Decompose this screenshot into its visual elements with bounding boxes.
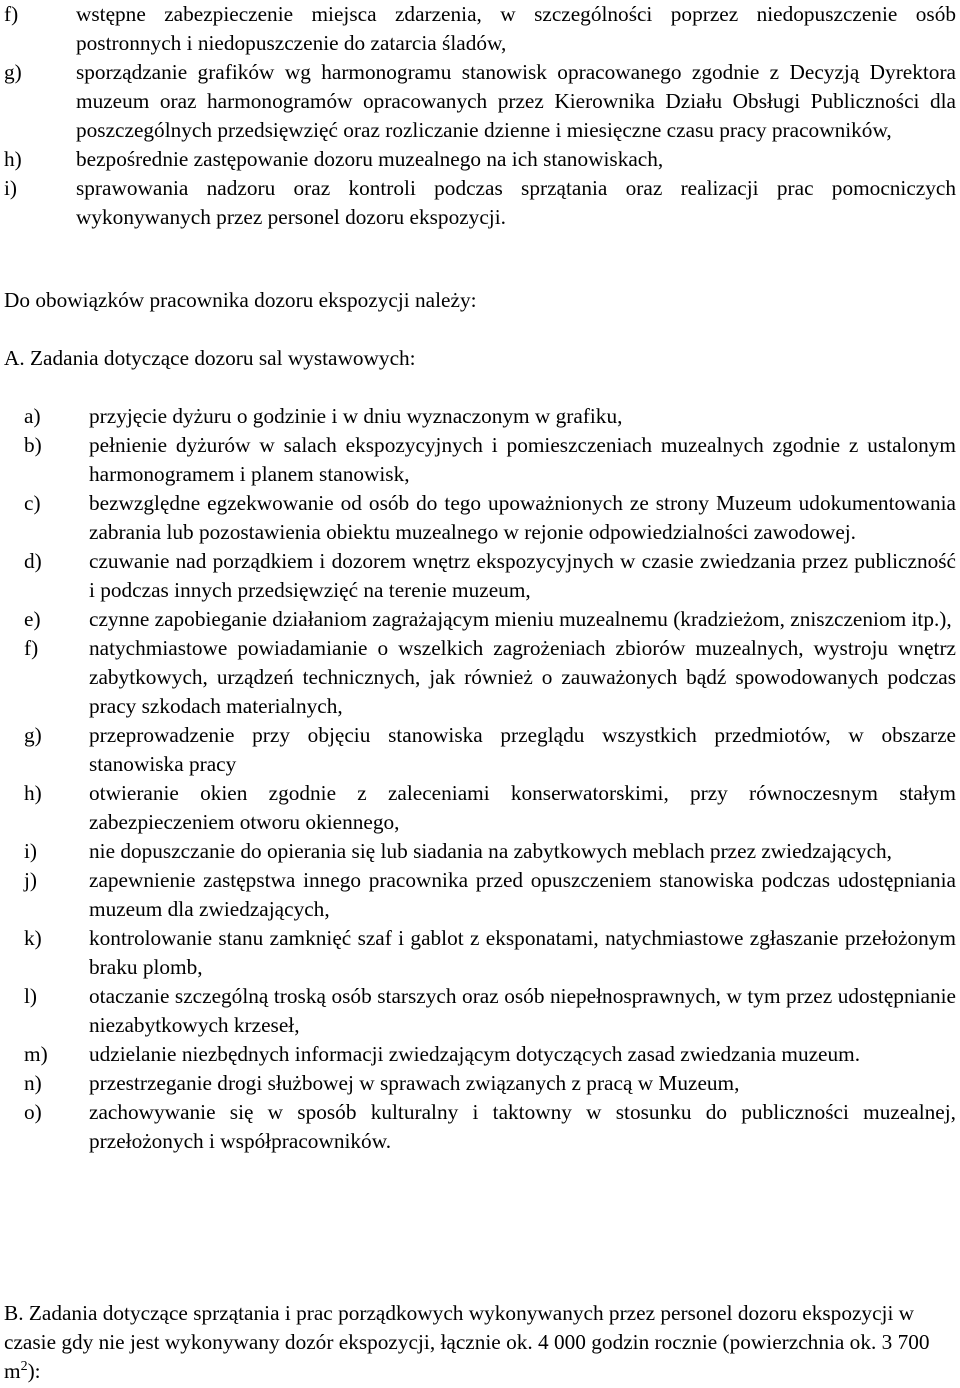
list-item <box>0 837 956 866</box>
list-item <box>0 145 956 174</box>
item-text: sprawowania nadzoru oraz kontroli podczas sprzątania oraz realizacji prac pomocniczych wykonywanych przez personel dozoru ekspozycji. <box>76 176 956 229</box>
item-text: bezwzględne egzekwowanie od osób do tego upoważnionych ze strony Muzeum udokumentowania zabrania lub pozostawienia obiektu muzealnego w rejonie odpowiedzialności zawodowej. <box>89 491 956 544</box>
item-text: nie dopuszczanie do opierania się lub siadania na zabytkowych meblach przez zwiedzających, <box>89 839 893 863</box>
item-text: natychmiastowe powiadamianie o wszelkich zagrożeniach zbiorów muzealnych, wystroju wnętrz zabytkowych, urządzeń technicznych, jak również o zauważonych bądź spowodowanych podczas pracy szkodach materialnych, <box>89 636 956 718</box>
list-item <box>0 779 956 837</box>
item-text: czynne zapobieganie działaniom zagrażającym mieniu muzealnemu (kradzieżom, zniszczeniom itp.), <box>89 607 952 631</box>
item-text: zapewnienie zastępstwa innego pracownika przed opuszczeniem stanowiska podczas udostępniania muzeum dla zwiedzających, <box>89 868 956 921</box>
list-item <box>0 547 956 605</box>
item-label: f) <box>24 636 39 660</box>
item-text: kontrolowanie stanu zamknięć szaf i gablot z eksponatami, natychmiastowe zgłaszanie przełożonym braku plomb, <box>89 926 956 979</box>
item-label: l) <box>24 984 38 1008</box>
list-item <box>0 58 956 145</box>
section-b-heading <box>0 1299 960 1386</box>
item-text: udzielanie niezbędnych informacji zwiedzającym dotyczących zasad zwiedzania muzeum. <box>89 1042 861 1066</box>
list-item <box>0 866 956 924</box>
item-label: m) <box>24 1042 48 1066</box>
list-item <box>0 1098 956 1156</box>
section-b-text: B. Zadania dotyczące sprzątania i prac porządkowych wykonywanych przez personel dozoru ekspozycji w czasie gdy nie jest wykonywany dozór ekspozycji, łącznie ok. 4 000 godzin rocznie (powierzchnia ok. 3 700 m <box>4 1301 930 1383</box>
item-label: o) <box>24 1100 42 1124</box>
item-label: k) <box>24 926 42 950</box>
item-text: otwieranie okien zgodnie z zaleceniami konserwatorskimi, przy równoczesnym stałym zabezpieczeniem otworu okiennego, <box>89 781 956 834</box>
list-item <box>0 402 956 431</box>
list-item <box>0 174 956 232</box>
item-label: f) <box>4 2 19 26</box>
item-label: a) <box>24 404 41 428</box>
item-label: h) <box>4 147 22 171</box>
duties-intro: Do obowiązków pracownika dozoru ekspozycji należy: <box>4 288 477 312</box>
section-a-heading: A. Zadania dotyczące dozoru sal wystawowych: <box>4 346 416 370</box>
item-label: j) <box>24 868 38 892</box>
item-label: c) <box>24 491 41 515</box>
list-item <box>0 924 956 982</box>
item-text: przeprowadzenie przy objęciu stanowiska przeglądu wszystkich przedmiotów, w obszarze stanowiska pracy <box>89 723 956 776</box>
item-label: i) <box>24 839 38 863</box>
item-text: sporządzanie grafików wg harmonogramu stanowisk opracowanego zgodnie z Decyzją Dyrektora muzeum oraz harmonogramów opracowanych przez Kierownika Działu Obsługi Publiczności dla poszczególnych przedsięwzięć oraz rozliczanie dzienne i miesięczne czasu pracy pracowników, <box>76 60 956 142</box>
item-text: otaczanie szczególną troską osób starszych oraz osób niepełnosprawnych, w tym przez udostępnianie niezabytkowych krzeseł, <box>89 984 956 1037</box>
list-item <box>0 489 956 547</box>
item-text: wstępne zabezpieczenie miejsca zdarzenia, w szczególności poprzez niedopuszczenie osób postronnych i niedopuszczenie do zatarcia śladów, <box>76 2 956 55</box>
item-text: czuwanie nad porządkiem i dozorem wnętrz ekspozycyjnych w czasie zwiedzania przez publiczność i podczas innych przedsięwzięć na terenie muzeum, <box>89 549 956 602</box>
item-label: e) <box>24 607 41 631</box>
duties-list-continued <box>0 0 956 232</box>
list-item <box>0 605 956 634</box>
list-item <box>0 431 956 489</box>
exhibition-duties-list <box>0 402 956 1156</box>
superscript: 2 <box>20 1358 28 1374</box>
item-label: g) <box>24 723 42 747</box>
list-item <box>0 0 956 58</box>
list-item <box>0 721 956 779</box>
item-label: h) <box>24 781 42 805</box>
list-item <box>0 982 956 1040</box>
item-text: przyjęcie dyżuru o godzinie i w dniu wyznaczonym w grafiku, <box>89 404 623 428</box>
item-text: pełnienie dyżurów w salach ekspozycyjnych i pomieszczeniach muzealnych zgodnie z ustalonym harmonogramem i planem stanowisk, <box>89 433 956 486</box>
item-label: g) <box>4 60 22 84</box>
item-label: i) <box>4 176 18 200</box>
item-text: przestrzeganie drogi służbowej w sprawach związanych z pracą w Muzeum, <box>89 1071 740 1095</box>
item-label: b) <box>24 433 42 457</box>
section-b-tail: ): <box>27 1359 41 1383</box>
item-label: d) <box>24 549 42 573</box>
list-item <box>0 634 956 721</box>
item-label: n) <box>24 1071 42 1095</box>
item-text: zachowywanie się w sposób kulturalny i taktowny w stosunku do publiczności muzealnej, przełożonych i współpracowników. <box>89 1100 956 1153</box>
item-text: bezpośrednie zastępowanie dozoru muzealnego na ich stanowiskach, <box>76 147 664 171</box>
list-item <box>0 1040 956 1069</box>
list-item <box>0 1069 956 1098</box>
